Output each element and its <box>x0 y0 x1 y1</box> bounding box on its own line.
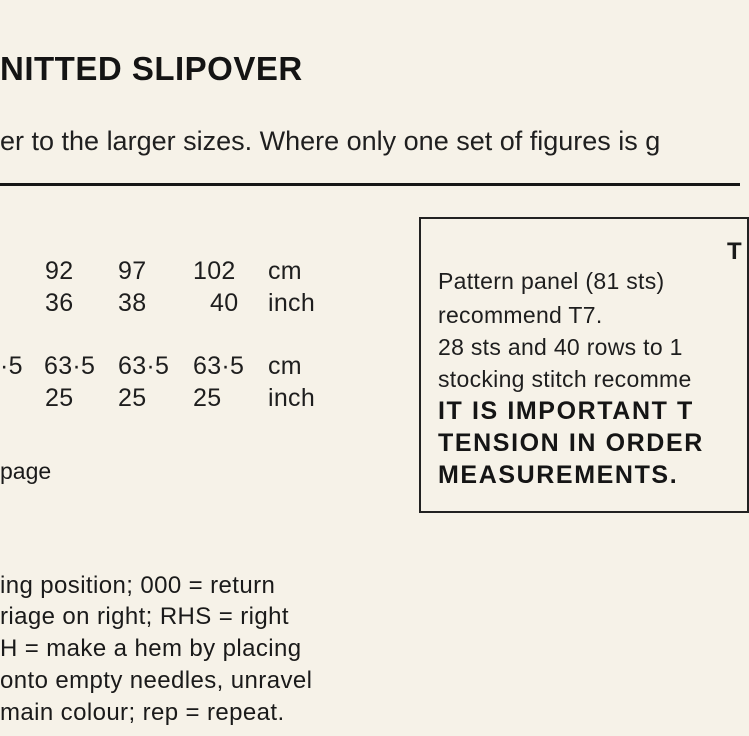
abbreviation-line: riage on right; RHS = right <box>0 603 289 630</box>
unit-label: inch <box>268 289 316 317</box>
chest-size-inch: 36 <box>45 289 74 317</box>
chest-size-cm: 102 <box>193 257 236 285</box>
tension-line: 28 sts and 40 rows to 1 <box>438 334 683 360</box>
tension-warning-line: TENSION IN ORDER <box>438 429 704 457</box>
chest-size-cm: 92 <box>45 257 74 285</box>
abbreviation-line: ing position; 000 = return <box>0 572 276 599</box>
length-inch: 25 <box>45 384 74 412</box>
page-reference-text: page <box>0 458 52 484</box>
pattern-title: NITTED SLIPOVER <box>0 50 303 87</box>
abbreviation-line: H = make a hem by placing <box>0 635 302 662</box>
chest-size-cm: 97 <box>118 257 147 285</box>
unit-label: cm <box>268 352 302 380</box>
tension-warning-line: IT IS IMPORTANT T <box>438 397 694 425</box>
unit-label: cm <box>268 257 302 285</box>
unit-label: inch <box>268 384 316 412</box>
length-cm: 63·5 <box>193 352 245 380</box>
chest-size-inch: 38 <box>118 289 147 317</box>
intro-text: er to the larger sizes. Where only one set of figures is g <box>0 126 661 156</box>
tension-warning-line: MEASUREMENTS. <box>438 461 679 489</box>
abbreviation-line: main colour; rep = repeat. <box>0 699 285 726</box>
length-cm: 63·5 <box>44 352 96 380</box>
length-inch: 25 <box>193 384 222 412</box>
length-cm: 63·5 <box>118 352 170 380</box>
section-divider <box>0 183 740 186</box>
length-cm: ·5 <box>0 352 23 380</box>
tension-line: recommend T7. <box>438 302 603 328</box>
tension-line: stocking stitch recomme <box>438 366 692 392</box>
abbreviation-line: onto empty needles, unravel <box>0 667 313 694</box>
tension-line: Pattern panel (81 sts) <box>438 268 665 294</box>
tension-box-heading: T <box>727 238 742 265</box>
length-inch: 25 <box>118 384 147 412</box>
chest-size-inch: 40 <box>210 289 239 317</box>
